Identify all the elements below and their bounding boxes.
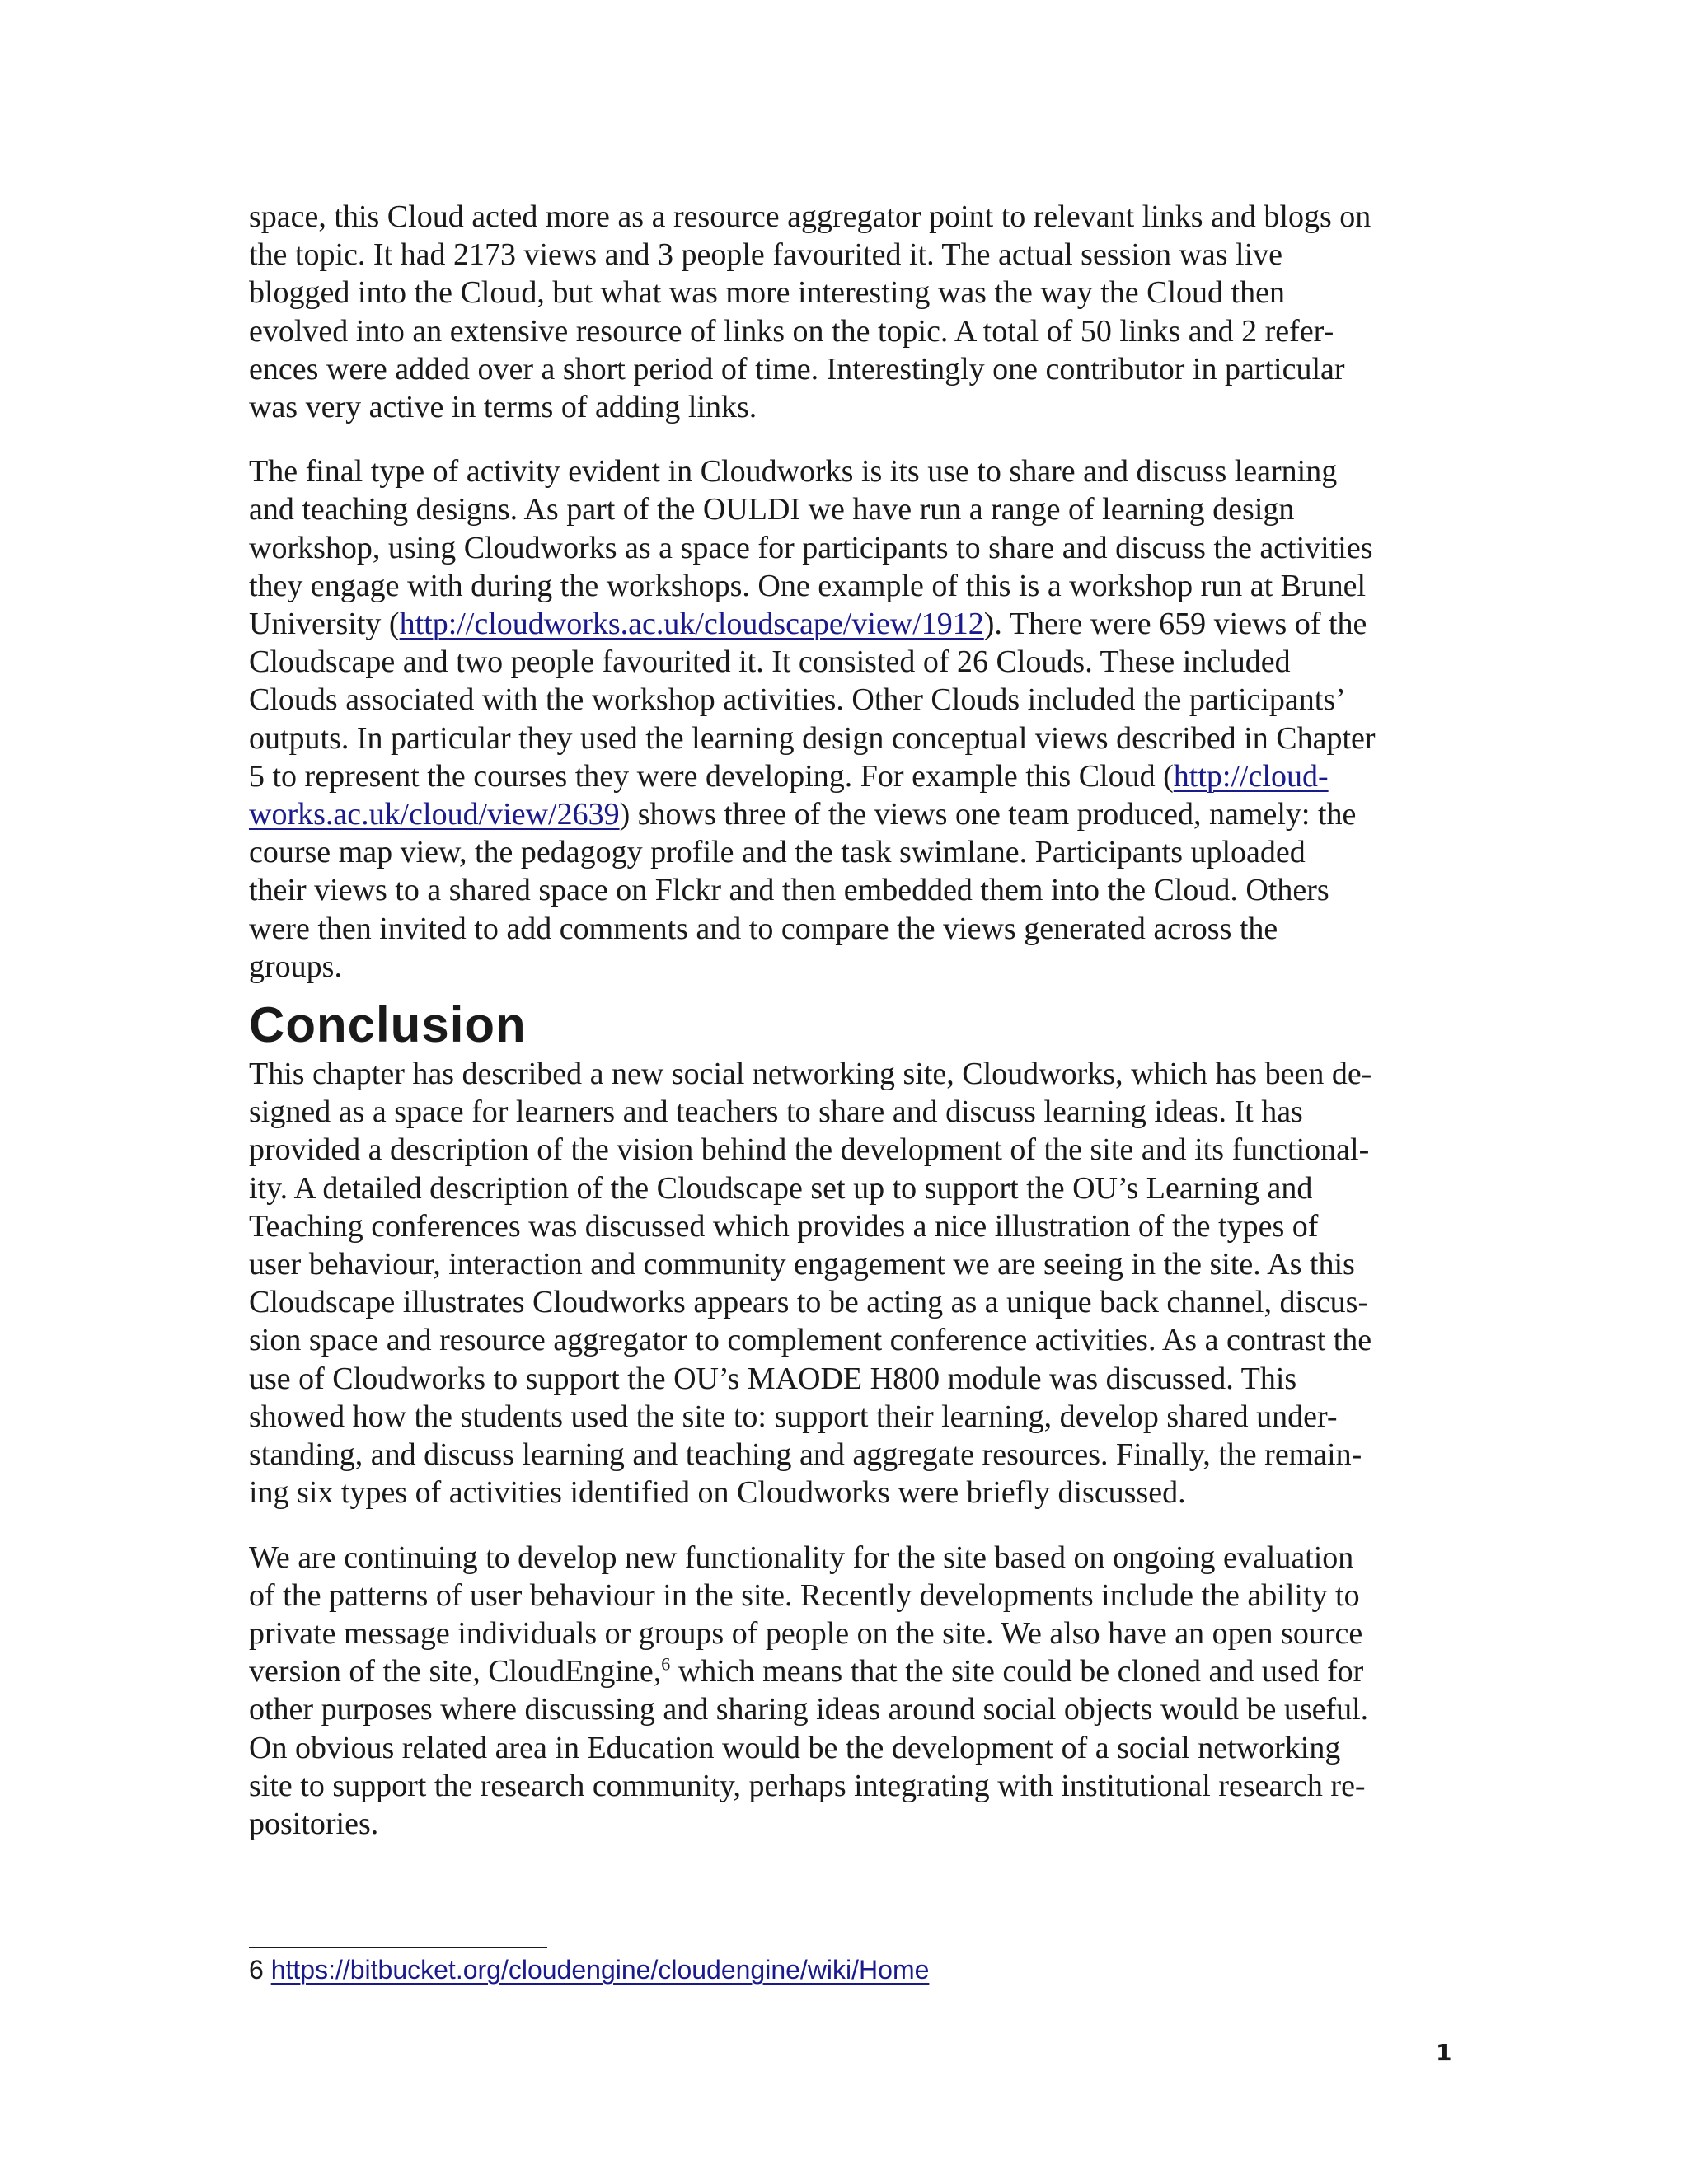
footnote-divider: [249, 1947, 547, 1948]
footnote: [249, 1953, 929, 1986]
paragraph-text: The final type of activity evident in Cloudworks is its use to share and discuss learning and teaching designs. As part of the OULDI we have run a range of learning design workshop, using Cloudworks as a space for participants to share and discuss the activities they engage with during the workshops. One example of this is a workshop run at Brunel University (: [249, 454, 1373, 642]
paragraph-text: We are continuing to develop new functionality for the site based on ongoing evaluation of the patterns of user behaviour in the site. Recently developments include the ability to private message individuals or groups of people on the site. We also have an open source version of the site, CloudEngine,: [249, 1540, 1363, 1690]
paragraph-future-development: [249, 1539, 1442, 1844]
footnote-link[interactable]: https://bitbucket.org/cloudengine/cloudengine/wiki/Home: [270, 1955, 930, 1985]
page-body: [249, 198, 1442, 1843]
page-number: 1: [1436, 2039, 1452, 2066]
paragraph-text: which means that the site could be cloned and used for other purposes where discussing and sharing ideas around social objects would be useful. On obvious related area in Education would be the development of a social networking site to support the research community, perhaps integrating with institutional research re- positories.: [249, 1654, 1369, 1841]
cloudscape-link[interactable]: http://cloudworks.ac.uk/cloudscape/view/1912: [399, 607, 984, 642]
paragraph-text: ). There were 659 views of the Cloudscape and two people favourited it. It consisted of 26 Clouds. These included Clouds associated with the workshop activities. Other Clouds included the participants’ outputs. In particular they used the learning design conceptual views described in Chapter 5 to represent the courses they were developing. For example this Cloud (: [249, 607, 1376, 794]
cloud-link[interactable]: http://cloud- works.ac.uk/cloud/view/2639: [249, 758, 1329, 832]
paragraph-learning-designs: [249, 452, 1442, 986]
section-heading-conclusion: Conclusion: [249, 997, 527, 1053]
footnote-number: 6: [249, 1955, 264, 1985]
paragraph-text: ) shows three of the views one team produced, namely: the course map view, the pedagogy profile and the task swimlane. Participants uploaded their views to a shared space on Flckr and then embedded them into the Cloud. Others were then invited to add comments and to compare the views generated across the groups.: [249, 797, 1357, 984]
paragraph-conclusion-summary: This chapter has described a new social networking site, Cloudworks, which has been de- signed as a space for learners and teachers to share and discuss learning ideas. It has provided a description of the vision behind the development of the site and its functional- ity. A detailed description of the Cloudscape set up to support the OU’s Learning and Teaching conferences was discussed which provides a nice illustration of the types of user behaviour, interaction and community engagement we are seeing in the site. As this Cloudscape illustrates Cloudworks appears to be acting as a unique back channel, discus- sion space and resource aggregator to complement conference activities. As a contrast the use of Cloudworks to support the OU’s MAODE H800 module was discussed. This showed how the students used the site to: support their learning, develop shared under- standing, and discuss learning and teaching and aggregate resources. Finally, the remain- ing six types of activities identified on Cloudworks were briefly discussed.: [249, 1057, 1372, 1511]
paragraph-cloud-aggregator: space, this Cloud acted more as a resource aggregator point to relevant links and blogs on the topic. It had 2173 views and 3 people favourited it. The actual session was live blogged into the Cloud, but what was more interesting was the way the Cloud then evolved into an extensive resource of links on the topic. A total of 50 links and 2 refer- ences were added over a short period of time. Interestingly one contributor in particular was very active in terms of adding links.: [249, 199, 1372, 425]
footnote-reference[interactable]: 6: [661, 1653, 671, 1675]
